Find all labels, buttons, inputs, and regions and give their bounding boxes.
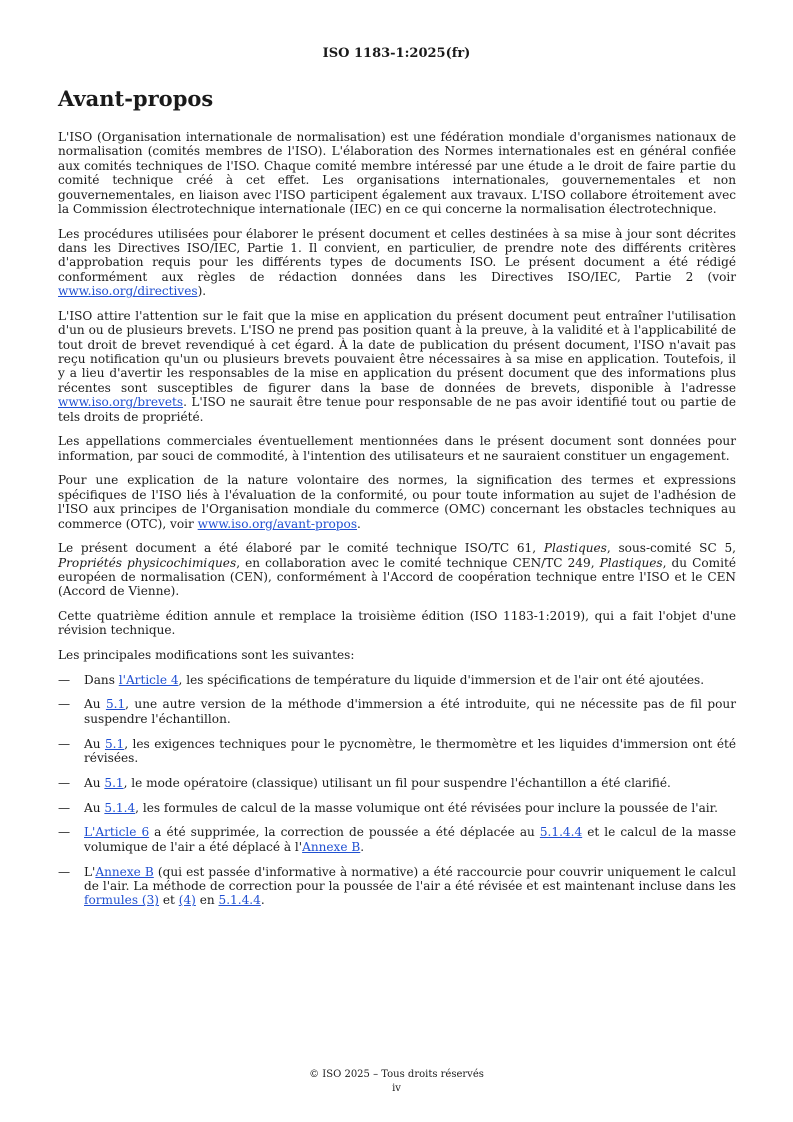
list-item	[58, 825, 736, 854]
paragraph-text: Le présent document a été élaboré par le comité technique ISO/TC 61,	[58, 541, 544, 556]
paragraph-text: , du Comité européen de normalisation (CEN), conformément à l'Accord de coopération technique entre l'ISO et le CEN (Accord de Vienne).	[58, 555, 737, 599]
paragraph-text: Pour une explication de la nature volontaire des normes, la signification des termes et expressions spécifiques de l'ISO liés à l'évaluation de la conformité, ou pour toute information au sujet de l'adhésion de l'ISO aux principes de l'Organisation mondiale du commerce (OMC) concernant les obstacles techniques au commerce (OTC), voir	[58, 473, 736, 531]
item-text: L'	[84, 864, 96, 879]
formula-4-link[interactable]: (4)	[178, 893, 196, 908]
dash-bullet: —	[58, 775, 71, 790]
paragraph-text: .	[357, 516, 361, 531]
annex-b-link[interactable]: Annexe B	[95, 864, 154, 879]
item-text: et	[159, 893, 179, 908]
list-item	[58, 737, 736, 766]
item-text: , les exigences techniques pour le pycnomètre, le thermomètre et les liquides d'immersion ont été révisées.	[84, 736, 737, 765]
changes-list	[58, 673, 736, 908]
paragraph-trade-names: Les appellations commerciales éventuellement mentionnées dans le présent document sont données pour information, par souci de commodité, à l'intention des utilisateurs et ne sauraient constituer un engagement.	[58, 434, 736, 463]
item-text: , le mode opératoire (classique) utilisant un fil pour suspendre l'échantillon a été clarifié.	[123, 775, 671, 790]
paragraph-committee	[58, 541, 736, 599]
paragraph-edition: Cette quatrième édition annule et remplace la troisième édition (ISO 1183-1:2019), qui a fait l'objet d'une révision technique.	[58, 608, 736, 638]
item-text: , les spécifications de température du liquide d'immersion et de l'air ont été ajoutées.	[178, 672, 705, 687]
item-text: .	[360, 839, 365, 854]
clause-5-1-link[interactable]: 5.1	[104, 736, 125, 751]
list-item	[58, 801, 736, 815]
paragraph-text: . L'ISO ne saurait être tenue pour responsable de ne pas avoir identifié tout ou partie de tels droits de propriété.	[58, 395, 736, 424]
paragraph-text: L'ISO attire l'attention sur le fait que la mise en application du présent document peut entraîner l'utilisation d'un ou de plusieurs brevets. L'ISO ne prend pas position quant à la preuve, à la validité et à l'applicabilité de tout droit de brevet revendiqué à cet égard. À la date de publication du présent document, l'ISO n'avait pas reçu notification qu'un ou plusieurs brevets pouvaient être nécessaires à sa mise en application. Toutefois, il y a lieu d'avertir les responsables de la mise en application du présent document que des informations plus récentes sont susceptibles de figurer dans la base de données de brevets, disponible à l'adresse	[58, 308, 736, 395]
item-text: .	[260, 893, 265, 908]
paragraph-text: Les procédures utilisées pour élaborer le présent document et celles destinées à sa mise à jour sont décrites dans les Directives ISO/IEC, Partie 1. Il convient, en particulier, de prendre note des différents critères d'approbation requis pour les différents types de documents ISO. Le présent document a été rédigé conformément aux règles de rédaction données dans les Directives ISO/IEC, Partie 2 (voir	[58, 226, 736, 284]
formula-3-link[interactable]: formules (3)	[84, 893, 160, 908]
paragraph-text: , en collaboration avec le comité technique CEN/TC 249,	[236, 555, 600, 570]
list-item	[58, 865, 736, 908]
dash-bullet: —	[58, 697, 71, 712]
annex-b-link[interactable]: Annexe B	[302, 839, 361, 854]
clause-5-1-4-link[interactable]: 5.1.4	[104, 800, 136, 815]
copyright-notice: © ISO 2025 – Tous droits réservés	[309, 1069, 484, 1080]
paragraph-text: , sous-comité SC 5,	[606, 541, 736, 556]
item-text: (qui est passée d'informative à normative) a été raccourcie pour couvrir uniquement le calcul de l'air. La méthode de correction pour la poussée de l'air a été révisée et est maintenant incluse dans les	[84, 864, 736, 893]
paragraph-iso-intro: L'ISO (Organisation internationale de normalisation) est une fédération mondiale d'organismes nationaux de normalisation (comités membres de l'ISO). L'élaboration des Normes internationales est en général confiée aux comités techniques de l'ISO. Chaque comité membre intéressé par une étude a le droit de faire partie du comité technique créé à cet effet. Les organisations internationales, gouvernementales et non gouvernementales, en liaison avec l'ISO participent également aux travaux. L'ISO collabore étroitement avec la Commission électrotechnique internationale (IEC) en ce qui concerne la normalisation électrotechnique.	[58, 130, 736, 217]
committee-name: Plastiques	[543, 541, 607, 556]
patents-link[interactable]: www.iso.org/brevets	[58, 395, 184, 410]
item-text: Dans	[84, 672, 119, 687]
list-item	[58, 673, 736, 687]
item-text: , les formules de calcul de la masse volumique ont été révisées pour inclure la poussée de l'air.	[135, 800, 718, 815]
paragraph-changes-intro: Les principales modifications sont les suivantes:	[58, 647, 355, 662]
paragraph-text: ).	[197, 284, 207, 299]
item-text: Au	[84, 736, 105, 751]
item-text: Au	[84, 800, 105, 815]
dash-bullet: —	[58, 736, 71, 751]
foreword-body	[58, 130, 736, 918]
paragraph-directives	[58, 227, 736, 299]
item-text: en	[195, 893, 219, 908]
clause-5-1-4-4-link[interactable]: 5.1.4.4	[218, 893, 261, 908]
item-text: a été supprimée, la correction de poussée a été déplacée au	[149, 825, 540, 840]
paragraph-voluntary-nature	[58, 473, 736, 531]
document-identifier: ISO 1183-1:2025(fr)	[322, 46, 471, 61]
section-title: Avant-propos	[58, 86, 214, 111]
item-text: et le calcul de la masse volumique de l'air a été déplacé à l'	[84, 825, 736, 854]
clause-5-1-link[interactable]: 5.1	[105, 697, 126, 712]
item-text: Au	[84, 697, 106, 712]
page-footer	[0, 1068, 793, 1096]
dash-bullet: —	[58, 672, 71, 687]
foreword-link[interactable]: www.iso.org/avant-propos	[197, 516, 358, 531]
item-text: Au	[84, 775, 105, 790]
dash-bullet: —	[58, 864, 71, 879]
list-item	[58, 776, 736, 790]
article-4-link[interactable]: l'Article 4	[118, 672, 179, 687]
directives-link[interactable]: www.iso.org/directives	[58, 284, 198, 299]
clause-5-1-link[interactable]: 5.1	[104, 775, 124, 790]
item-text: , une autre version de la méthode d'immersion a été introduite, qui ne nécessite pas de fil pour suspendre l'échantillon.	[84, 697, 736, 726]
dash-bullet: —	[58, 800, 71, 815]
paragraph-patents	[58, 309, 736, 424]
subcommittee-name: Propriétés physicochimiques	[58, 555, 237, 570]
cen-committee-name: Plastiques	[599, 555, 663, 570]
dash-bullet: —	[58, 825, 71, 840]
page-number: iv	[392, 1083, 401, 1094]
clause-5-1-4-4-link[interactable]: 5.1.4.4	[539, 825, 583, 840]
list-item	[58, 697, 736, 726]
article-6-link[interactable]: L'Article 6	[84, 825, 150, 840]
